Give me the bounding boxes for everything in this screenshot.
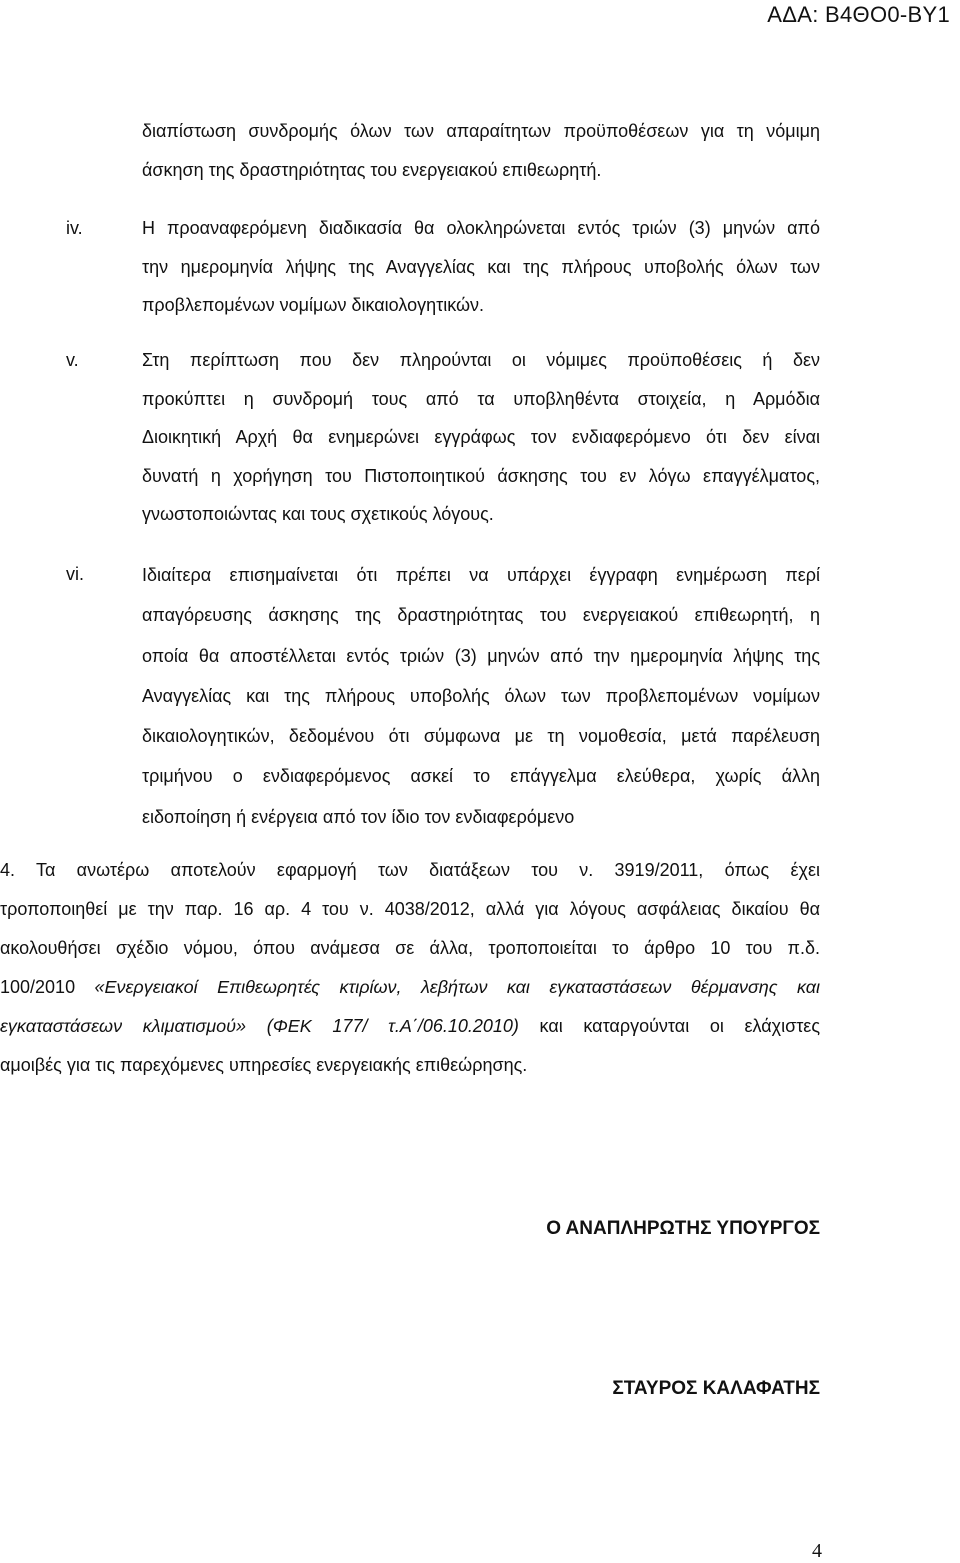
list-marker: v. <box>66 350 79 370</box>
paragraph-4 <box>0 851 820 1085</box>
text-plain: και καταργούνται οι ελάχιστες <box>518 1016 821 1036</box>
list-item-text <box>142 555 820 837</box>
text-line: τροποποιηθεί με την παρ. 16 αρ. 4 του ν. 4038/2012, αλλά για λόγους ασφάλειας δικαίου θα <box>0 899 820 919</box>
text-line: απαγόρευσης άσκησης της δραστηριότητας του ενεργειακού επιθεωρητή, η <box>142 605 820 626</box>
text-line: δικαιολογητικών, δεδομένου ότι σύμφωνα με τη νομοθεσία, μετά παρέλευση <box>142 726 820 747</box>
list-item-text <box>142 341 820 534</box>
text-line: οποία θα αποστέλλεται εντός τριών (3) μηνών από την ημερομηνία λήψης της <box>142 645 820 666</box>
text-line-mixed <box>0 1007 820 1046</box>
list-item-text <box>142 209 820 325</box>
text-line: Αναγγελίας και της πλήρους υποβολής όλων των προβλεπομένων νομίμων <box>142 685 820 706</box>
text-line: τριμήνου ο ενδιαφερόμενος ασκεί το επάγγελμα ελεύθερα, χωρίς άλλη <box>142 766 820 787</box>
text-line: προβλεπομένων νομίμων δικαιολογητικών. <box>142 295 485 315</box>
text-line: ακολουθήσει σχέδιο νόμου, όπου ανάμεσα σε άλλα, τροποποιείται το άρθρο 10 του π.δ. <box>0 938 820 958</box>
text-line: άσκηση της δραστηριότητας του ενεργειακού επιθεωρητή. <box>142 159 602 180</box>
text-line: την ημερομηνία λήψης της Αναγγελίας και της πλήρους υποβολής όλων των <box>142 256 820 277</box>
text-line-mixed <box>0 968 820 1007</box>
page-number: 4 <box>812 1540 822 1562</box>
text-line: Η προαναφερόμενη διαδικασία θα ολοκληρώνεται εντός τριών (3) μηνών από <box>142 218 820 238</box>
signature-role: Ο ΑΝΑΠΛΗΡΩΤΗΣ ΥΠΟΥΡΓΟΣ <box>546 1218 820 1239</box>
text-line: ειδοποίηση ή ενέργεια από τον ίδιο τον ενδιαφερόμενο <box>142 806 575 827</box>
text-italic: «Ενεργειακοί Επιθεωρητές κτιρίων, λεβήτων και εγκαταστάσεων θέρμανσης και <box>94 977 820 997</box>
text-line: Στη περίπτωση που δεν πληρούνται οι νόμιμες προϋποθέσεις ή δεν <box>142 350 820 370</box>
list-marker: iv. <box>66 218 83 238</box>
list-marker: vi. <box>66 564 84 584</box>
text-italic: εγκαταστάσεων κλιματισμού» (ΦΕΚ 177/ τ.Α΄/06.10.2010) <box>0 1016 519 1036</box>
list-item-text <box>142 112 820 189</box>
text-line: διαπίστωση συνδρομής όλων των απαραίτητων προϋποθέσεων για τη νόμιμη <box>142 121 820 141</box>
ada-code: ΑΔΑ: Β4ΘΟ0-ΒΥ1 <box>767 2 950 27</box>
signature-name: ΣΤΑΥΡΟΣ ΚΑΛΑΦΑΤΗΣ <box>612 1378 820 1399</box>
text-line: δυνατή η χορήγηση του Πιστοποιητικού άσκησης του εν λόγω επαγγέλματος, <box>142 465 820 486</box>
text-line: Ιδιαίτερα επισημαίνεται ότι πρέπει να υπάρχει έγγραφη ενημέρωση περί <box>142 565 820 585</box>
text-line: προκύπτει η συνδρομή τους από τα υποβληθέντα στοιχεία, η Αρμόδια <box>142 388 820 409</box>
text-plain: 100/2010 <box>0 977 95 997</box>
text-line: γνωστοποιώντας και τους σχετικούς λόγους. <box>142 504 494 524</box>
text-line: 4. Τα ανωτέρω αποτελούν εφαρμογή των διατάξεων του ν. 3919/2011, όπως έχει <box>0 860 820 880</box>
text-line: Διοικητική Αρχή θα ενημερώνει εγγράφως τον ενδιαφερόμενο ότι δεν είναι <box>142 427 820 447</box>
text-line: αμοιβές για τις παρεχόμενες υπηρεσίες ενεργειακής επιθεώρησης. <box>0 1055 528 1075</box>
